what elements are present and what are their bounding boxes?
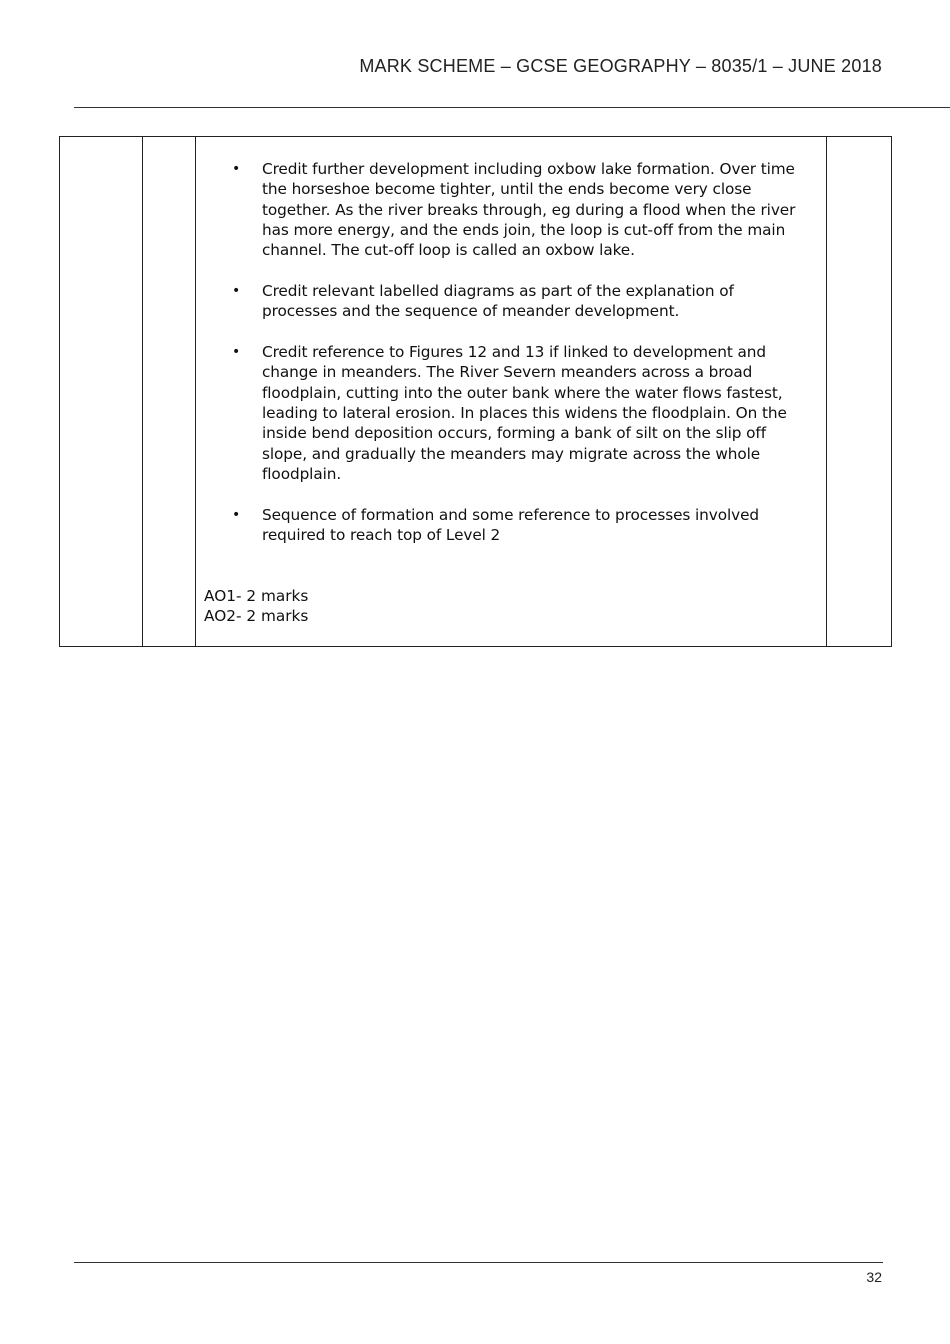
ao1-marks: AO1- 2 marks (204, 587, 309, 605)
guidance-bullet-item (204, 505, 810, 546)
part-column (143, 137, 196, 646)
footer-divider (74, 1262, 883, 1263)
marks-column (827, 137, 891, 646)
question-column (60, 137, 143, 646)
guidance-list (204, 159, 810, 545)
header-divider (74, 107, 950, 108)
mark-scheme-table (59, 136, 892, 647)
guidance-bullet-item (204, 342, 810, 484)
bullet-icon: • (232, 344, 241, 361)
page-header-title: MARK SCHEME – GCSE GEOGRAPHY – 8035/1 – JUNE 2018 (359, 56, 882, 76)
page-number: 32 (866, 1269, 882, 1285)
guidance-bullet-item (204, 281, 810, 322)
guidance-text: Credit further development including oxbow lake formation. Over time the horseshoe become tighter, until the ends become very close together. As the river breaks through, eg during a flood when the river has more energy, and the ends join, the loop is cut-off from the main channel. The cut-off loop is called an oxbow lake. (262, 160, 796, 260)
bullet-icon: • (232, 506, 241, 523)
guidance-text: Credit reference to Figures 12 and 13 if linked to development and change in meanders. The River Severn meanders across a broad floodplain, cutting into the outer bank where the water flows fastest, leading to lateral erosion. In places this widens the floodplain. On the inside bend deposition occurs, forming a bank of silt on the slip off slope, and gradually the meanders may migrate across the whole floodplain. (262, 343, 787, 483)
guidance-bullet-item (204, 159, 810, 260)
bullet-icon: • (232, 282, 241, 299)
assessment-objective-marks (204, 586, 308, 627)
guidance-text: Credit relevant labelled diagrams as part of the explanation of processes and the sequence of meander development. (262, 281, 734, 321)
bullet-icon: • (232, 161, 241, 177)
guidance-column (196, 137, 827, 646)
guidance-text: Sequence of formation and some reference to processes involved required to reach top of Level 2 (262, 505, 759, 544)
ao2-marks: AO2- 2 marks (204, 607, 309, 626)
